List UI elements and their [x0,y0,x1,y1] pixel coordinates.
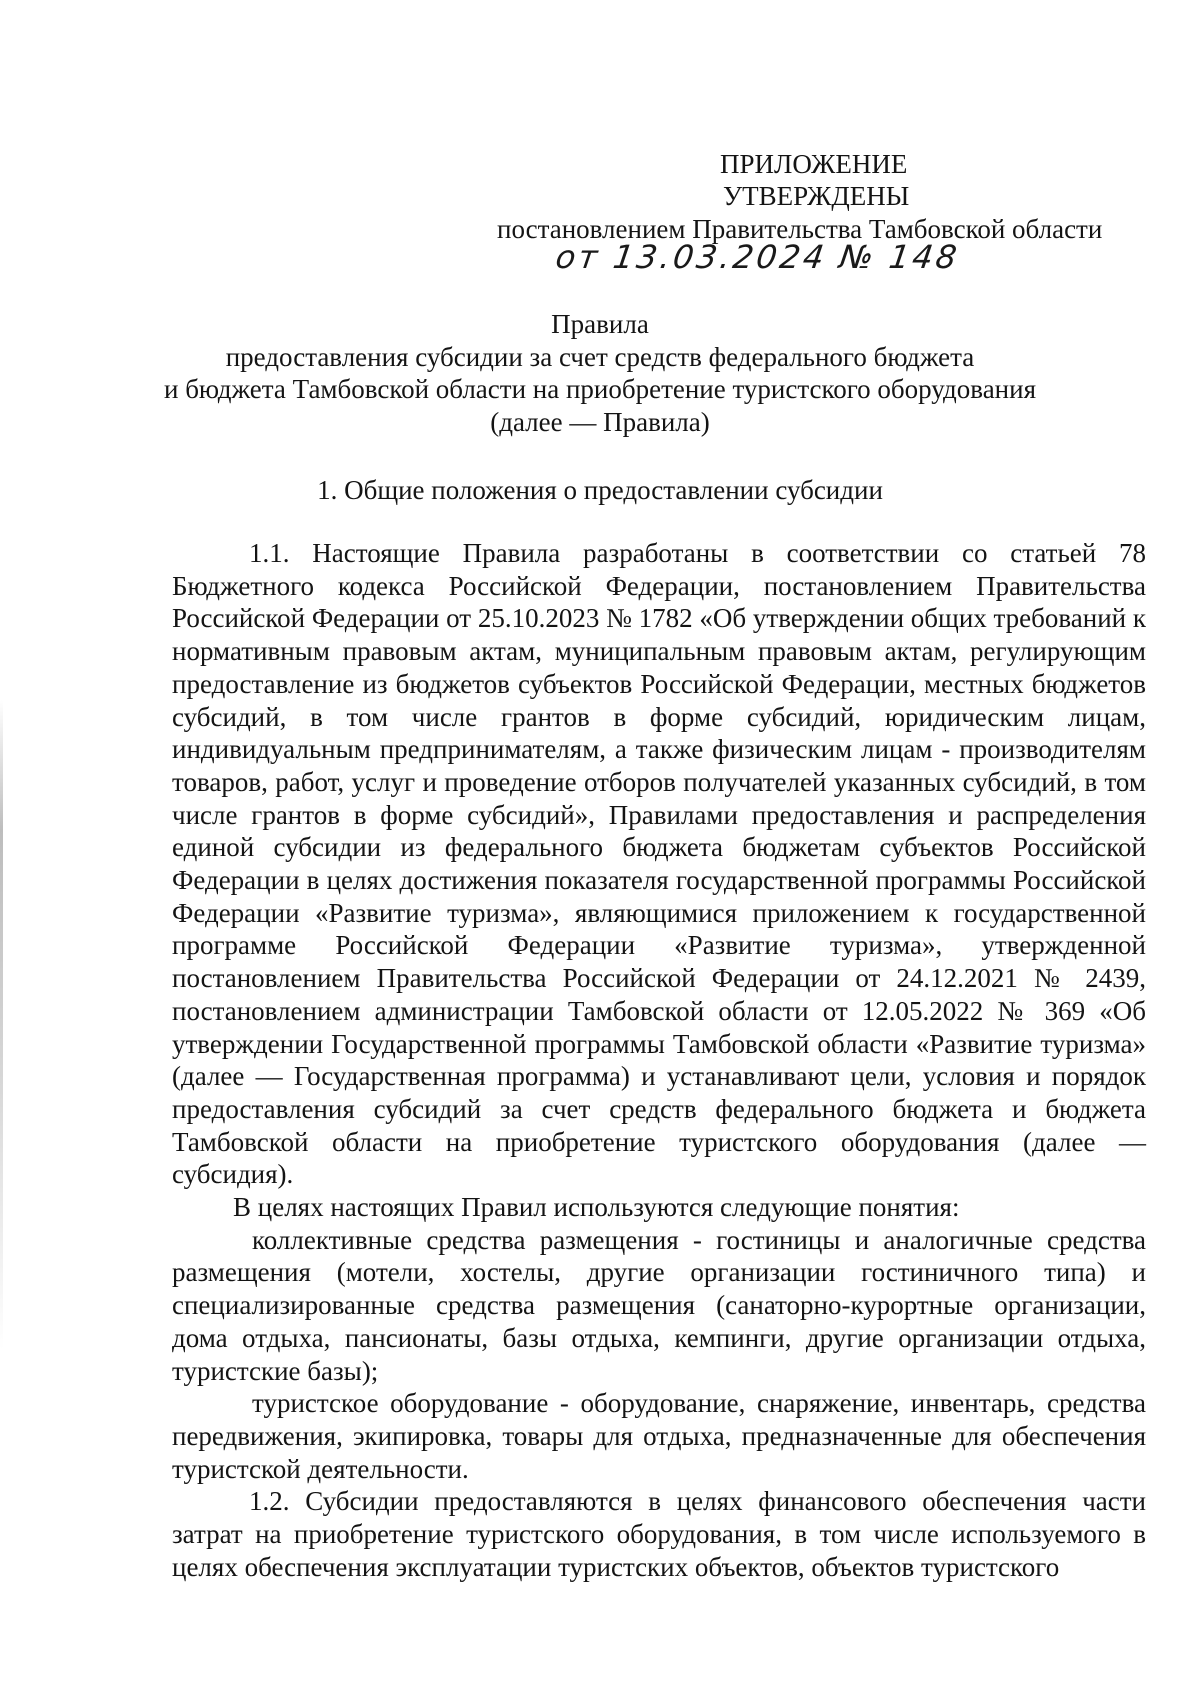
title-line: (далее — Правила) [490,406,710,437]
title-line: предоставления субсидии за счет средств федерального бюджета [225,341,975,372]
approved-label: УТВЕРЖДЕНЫ [723,181,910,211]
document-body [172,537,1146,1584]
paragraph-definition-accommodation: коллективные средства размещения - гостиницы и аналогичные средства размещения (мотели, хостелы, другие организации гостиничного типа) и специализированные средства размещения (санаторно-курортные организации, дома отдыха, пансионаты, базы отдыха, кемпинги, другие организации отдыха, туристские базы); [172,1224,1146,1386]
paragraph-definition-equipment: туристское оборудование - оборудование, снаряжение, инвентарь, средства передвижения, экипировка, товары для отдыха, предназначенные для обеспечения туристской деятельности. [172,1388,1146,1484]
document-title [150,308,1050,438]
paragraph-1-1: 1.1. Настоящие Правила разработаны в соответствии со статьей 78 Бюджетного кодекса Российской Федерации, постановлением Правительства Российской Федерации от 25.10.2023 № 1782 «Об утверждении общих требований к нормативным правовым актам, муниципальным правовым актам, регулирующим предоставление из бюджетов субъектов Российской Федерации, местных бюджетов субсидий, в том числе грантов в форме субсидий, юридическим лицам, индивидуальным предпринимателям, а также физическим лицам - производителям товаров, работ, услуг и проведение отборов получателей указанных субсидий, в том числе грантов в форме субсидий», Правилами предоставления и распределения единой субсидии из федерального бюджета бюджетам субъектов Российской Федерации в целях достижения показателя государственной программы Российской Федерации «Развитие туризма», являющимися приложением к государственной программе Российской Федерации «Развитие туризма», утвержденной постановлением Правительства Российской Федерации от 24.12.2021 № 2439, постановлением администрации Тамбовской области от 12.05.2022 № 369 «Об утверждении Государственной программы Тамбовской области «Развитие туризма» (далее — Государственная программа) и устанавливают цели, условия и порядок предоставления субсидий за счет средств федерального бюджета и бюджета Тамбовской области на приобретение туристского оборудования (далее — субсидия). [172,538,1146,1190]
scan-edge-shadow [0,700,3,1350]
paragraph-definitions-intro: В целях настоящих Правил используются следующие понятия: [233,1192,960,1223]
section-heading: 1. Общие положения о предоставлении субсидии [317,475,883,505]
handwritten-date-number: от 13.03.2024 № 148 [553,238,962,276]
title-line: Правила [551,309,649,339]
appendix-label: ПРИЛОЖЕНИЕ [720,149,908,179]
title-line: и бюджета Тамбовской области на приобретение туристского оборудования [164,374,1036,404]
approved-by-line: постановлением Правительства Тамбовской области [497,214,1103,244]
paragraph-1-2: 1.2. Субсидии предоставляются в целях финансового обеспечения части затрат на приобретение туристского оборудования, в том числе используемого в целях обеспечения эксплуатации туристских объектов, объектов туристского [172,1486,1146,1582]
